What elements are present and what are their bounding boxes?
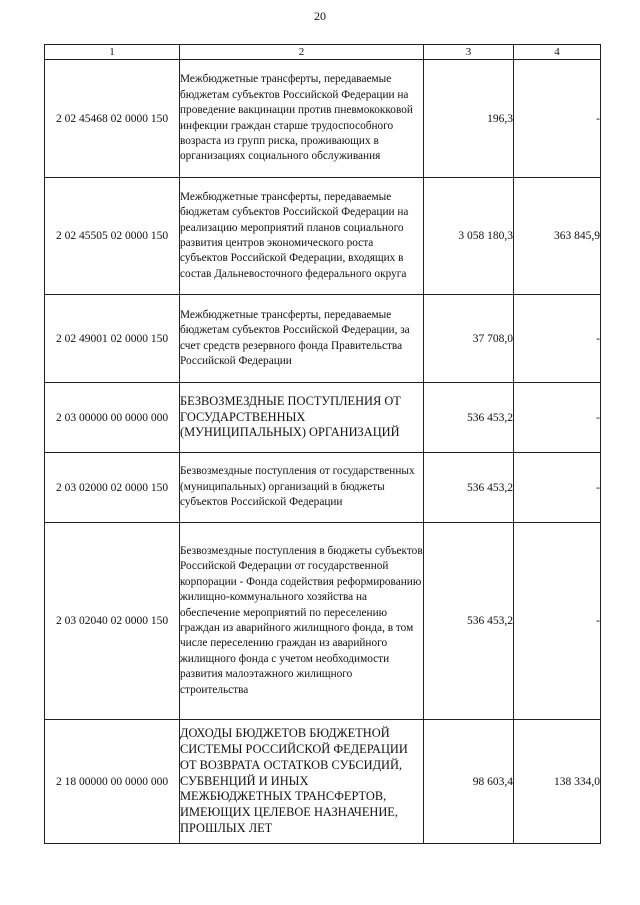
amount-col4: 138 334,0 (514, 720, 601, 844)
table-row (45, 453, 601, 523)
page-number: 20 (314, 9, 326, 23)
amount-col4: - (514, 523, 601, 720)
table-row (45, 60, 601, 178)
income-name: Безвозмездные поступления в бюджеты субъектов Российской Федерации от государственной корпорации - Фонда содействия реформированию жилищно-коммунального хозяйства на обеспечение мероприятий по переселению граждан из аварийного жилищного фонда, в том числе переселению граждан из аварийного жилищного фонда с учетом необходимости развития малоэтажного жилищного строительства (180, 523, 424, 720)
income-name: Межбюджетные трансферты, передаваемые бюджетам субъектов Российской Федерации на проведение вакцинации против пневмококковой инфекции граждан старше трудоспособного возраста из групп риска, проживающих в организациях социального обслуживания (180, 60, 424, 178)
amount-col4: - (514, 383, 601, 453)
budget-code: 2 03 00000 00 0000 000 (45, 383, 180, 453)
budget-code: 2 18 00000 00 0000 000 (45, 720, 180, 844)
amount-col3: 3 058 180,3 (424, 178, 514, 295)
amount-col4: - (514, 60, 601, 178)
table-row (45, 523, 601, 720)
income-name: Межбюджетные трансферты, передаваемые бюджетам субъектов Российской Федерации, за счет средств резервного фонда Правительства Российской Федерации (180, 295, 424, 383)
amount-col3: 98 603,4 (424, 720, 514, 844)
table-row (45, 295, 601, 383)
amount-col3: 196,3 (424, 60, 514, 178)
income-name: Межбюджетные трансферты, передаваемые бюджетам субъектов Российской Федерации на реализацию мероприятий планов социального развития центров экономического роста субъектов Российской Федерации, входящих в состав Дальневосточного федерального округа (180, 178, 424, 295)
column-header-4: 4 (514, 45, 601, 60)
budget-code: 2 03 02040 02 0000 150 (45, 523, 180, 720)
amount-col4: - (514, 295, 601, 383)
amount-col3: 37 708,0 (424, 295, 514, 383)
budget-code: 2 02 45505 02 0000 150 (45, 178, 180, 295)
column-header-2: 2 (180, 45, 424, 60)
table-row (45, 178, 601, 295)
income-name: БЕЗВОЗМЕЗДНЫЕ ПОСТУПЛЕНИЯ ОТ ГОСУДАРСТВЕННЫХ (МУНИЦИПАЛЬНЫХ) ОРГАНИЗАЦИЙ (180, 383, 424, 453)
budget-code: 2 02 45468 02 0000 150 (45, 60, 180, 178)
income-name: Безвозмездные поступления от государственных (муниципальных) организаций в бюджеты субъектов Российской Федерации (180, 453, 424, 523)
budget-code: 2 03 02000 02 0000 150 (45, 453, 180, 523)
revenue-table (44, 44, 601, 844)
table-row (45, 720, 601, 844)
column-header-3: 3 (424, 45, 514, 60)
amount-col4: - (514, 453, 601, 523)
column-header-1: 1 (45, 45, 180, 60)
table-row (45, 383, 601, 453)
amount-col4: 363 845,9 (514, 178, 601, 295)
budget-code: 2 02 49001 02 0000 150 (45, 295, 180, 383)
amount-col3: 536 453,2 (424, 523, 514, 720)
amount-col3: 536 453,2 (424, 383, 514, 453)
income-name: ДОХОДЫ БЮДЖЕТОВ БЮДЖЕТНОЙ СИСТЕМЫ РОССИЙСКОЙ ФЕДЕРАЦИИ ОТ ВОЗВРАТА ОСТАТКОВ СУБСИДИЙ, СУБВЕНЦИЙ И ИНЫХ МЕЖБЮДЖЕТНЫХ ТРАНСФЕРТОВ, ИМЕЮЩИХ ЦЕЛЕВОЕ НАЗНАЧЕНИЕ, ПРОШЛЫХ ЛЕТ (180, 720, 424, 844)
amount-col3: 536 453,2 (424, 453, 514, 523)
column-number-row (45, 45, 601, 60)
